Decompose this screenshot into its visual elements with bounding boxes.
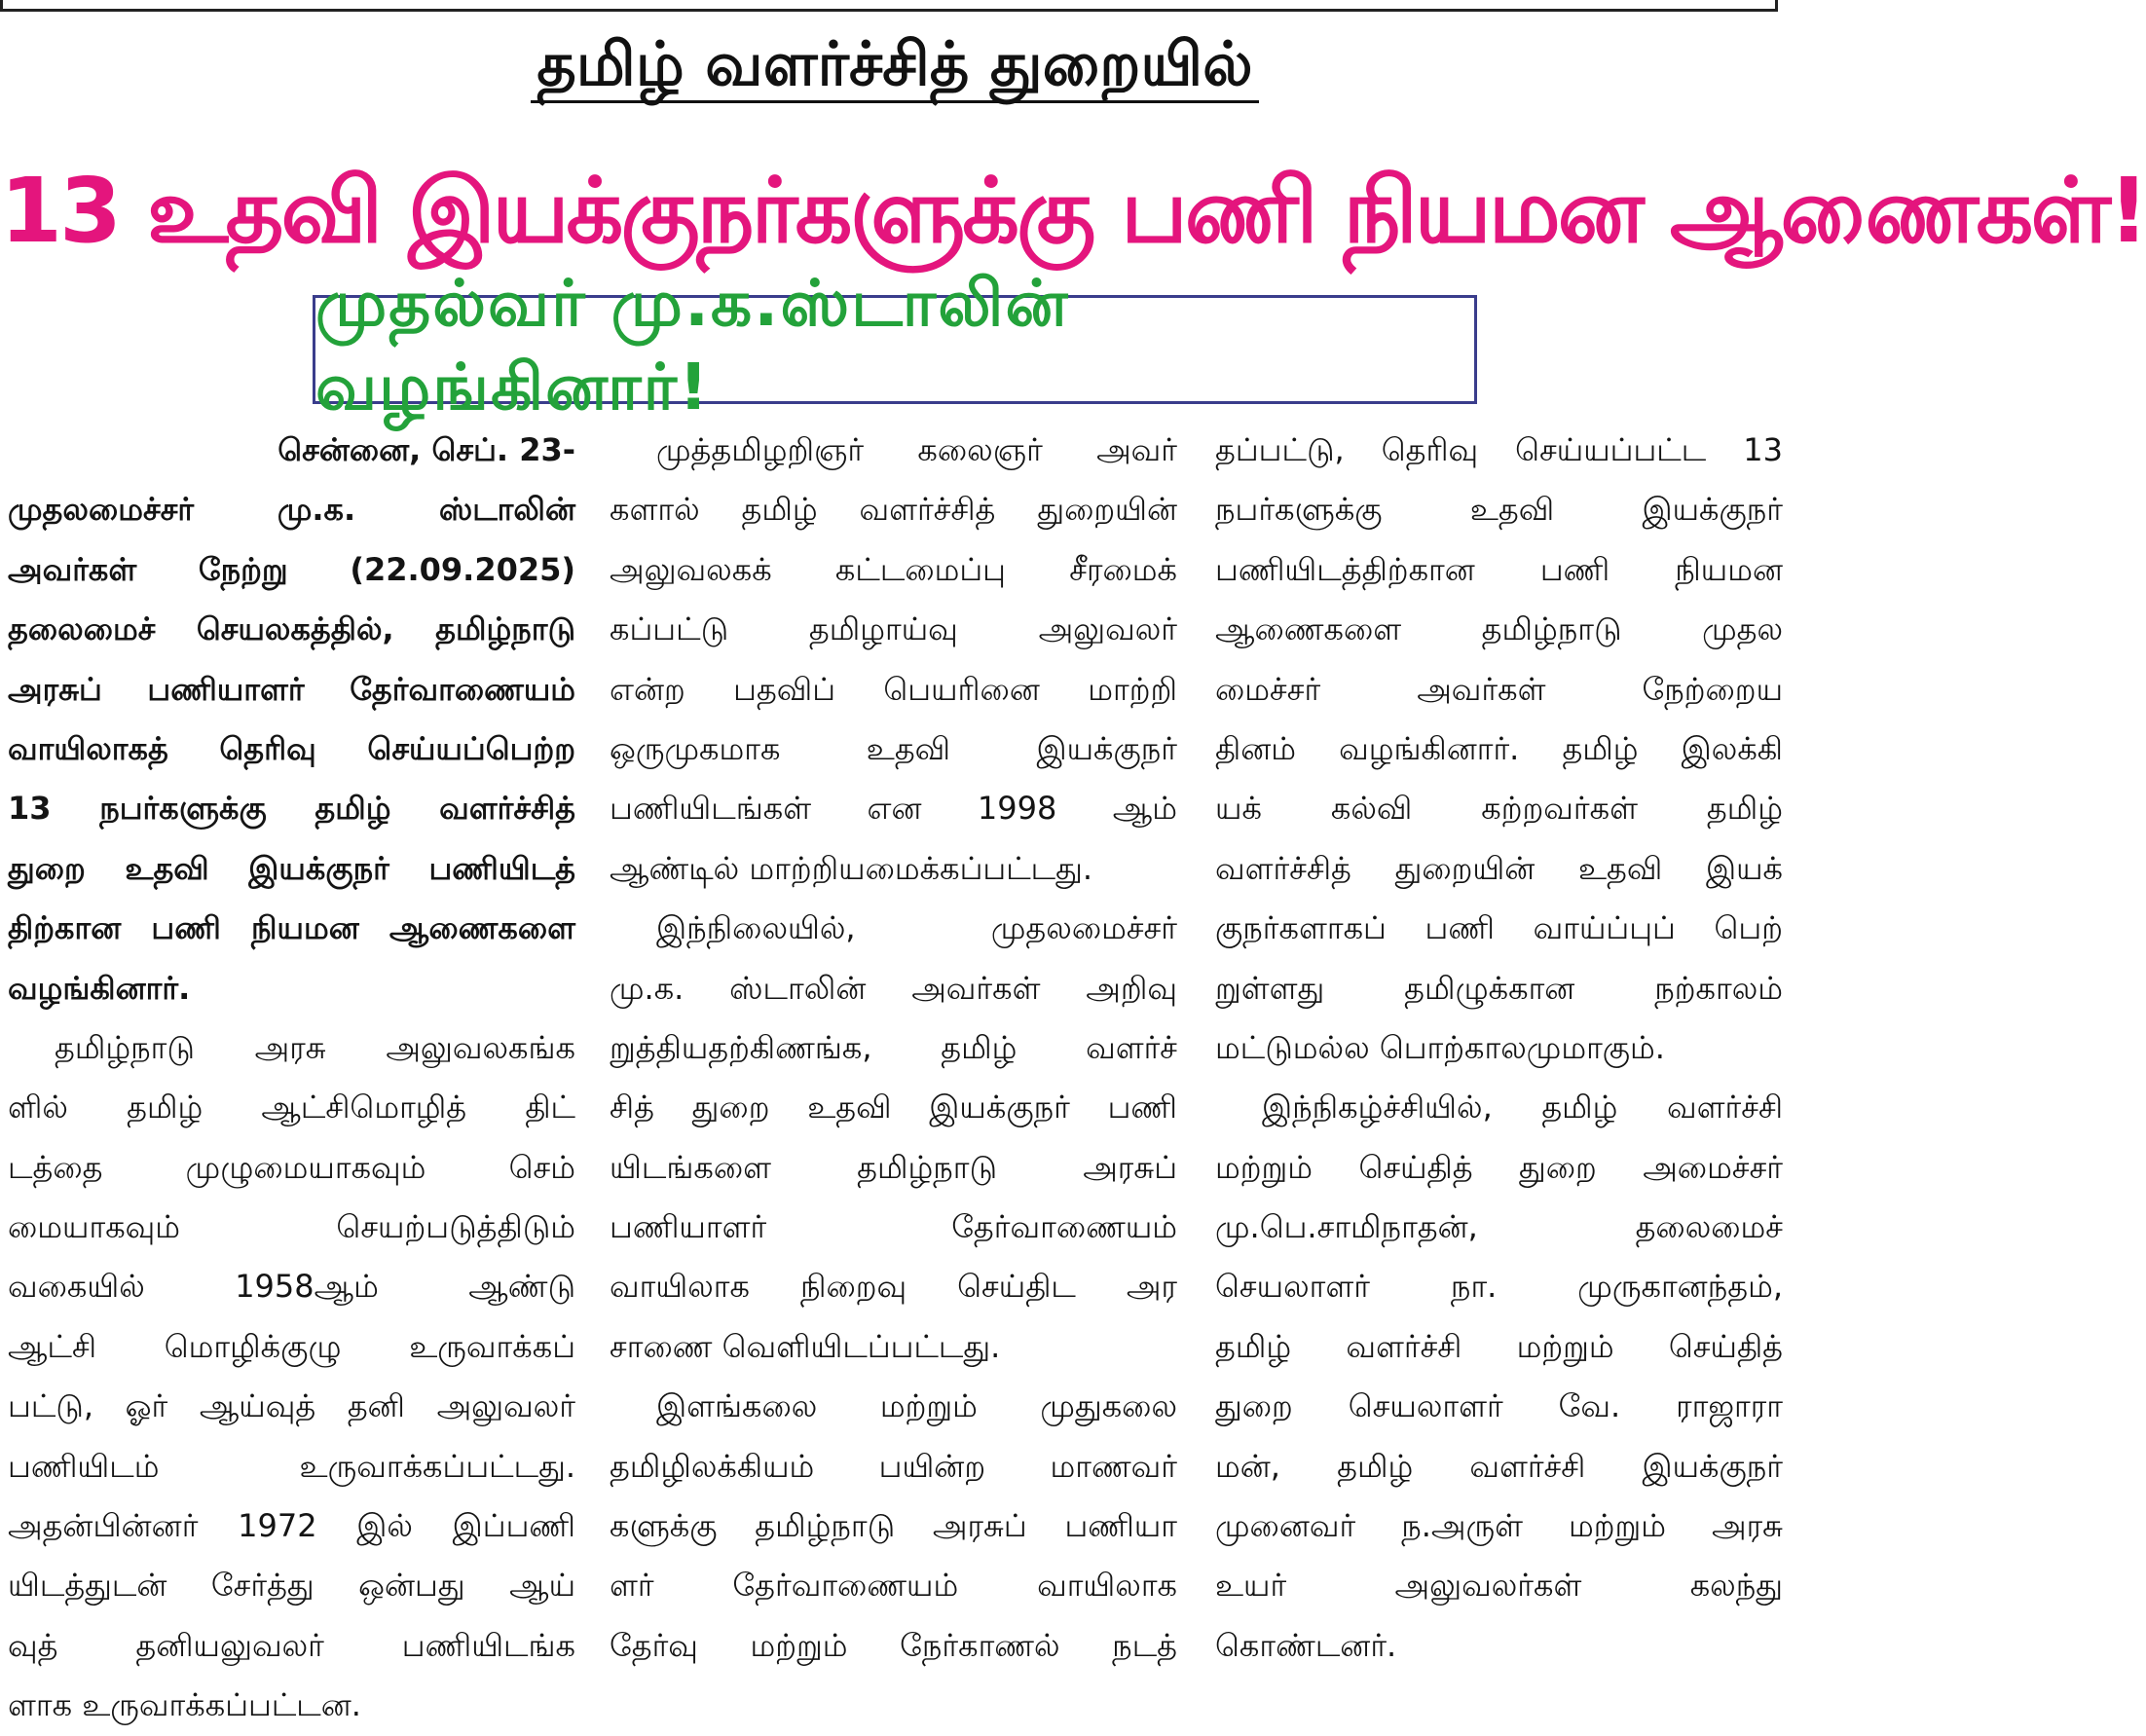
text-line: பட்டு, ஓர் ஆய்வுத் தனி அலுவலர்	[8, 1387, 575, 1425]
text-line: மட்டுமல்ல பொற்காலமுமாகும்.	[1215, 1028, 1665, 1066]
text-line: மற்றும் செய்தித் துறை அமைச்சர்	[1215, 1148, 1783, 1186]
text-line: வளர்ச்சித் துறையின் உதவி இயக்	[1215, 849, 1783, 887]
text-line: துறை செயலாளர் வே. ராஜாரா	[1215, 1387, 1783, 1425]
text-line: தமிழிலக்கியம் பயின்ற மாணவர்	[610, 1447, 1177, 1485]
text-line: கொண்டனர்.	[1215, 1626, 1397, 1664]
text-line: வழங்கினார்.	[8, 969, 191, 1007]
text-line: ளில் தமிழ் ஆட்சிமொழித் திட்	[8, 1089, 575, 1127]
kicker-title: தமிழ் வளர்ச்சித் துறையில்	[531, 29, 1258, 103]
text-line: செயலாளர் நா. முருகானந்தம்,	[1215, 1268, 1783, 1306]
dateline: சென்னை, செப். 23-	[278, 431, 575, 468]
text-line: மு.பெ.சாமிநாதன், தலைமைச்	[1215, 1208, 1783, 1246]
text-line: தமிழ் வளர்ச்சி மற்றும் செய்தித்	[1215, 1327, 1783, 1365]
text-line: பணியிடங்கள் என 1998 ஆம்	[610, 790, 1177, 828]
text-line: தினம் வழங்கினார். தமிழ் இலக்கி	[1215, 729, 1783, 767]
text-line: சாணை வெளியிடப்பட்டது.	[610, 1327, 1001, 1365]
kicker-section	[0, 29, 1790, 117]
text-line: யக் கல்வி கற்றவர்கள் தமிழ்	[1215, 790, 1783, 828]
text-line: தப்பட்டு, தெரிவு செய்யப்பட்ட 13	[1215, 431, 1783, 468]
text-line: அதன்பின்னர் 1972 இல் இப்பணி	[8, 1507, 575, 1545]
text-line: முனைவர் ந.அருள் மற்றும் அரசு	[1215, 1507, 1783, 1545]
text-line: நபர்களுக்கு உதவி இயக்குநர்	[1215, 491, 1783, 529]
text-line: றுத்தியதற்கிணங்க, தமிழ் வளர்ச்	[610, 1028, 1177, 1066]
text-line: மு.க. ஸ்டாலின் அவர்கள் அறிவு	[610, 969, 1177, 1007]
subheadline: முதல்வர் மு.க.ஸ்டாலின் வழங்கினார்!	[315, 266, 1070, 425]
text-line: ளர் தேர்வாணையம் வாயிலாக	[610, 1567, 1177, 1605]
text-line: 13 நபர்களுக்கு தமிழ் வளர்ச்சித்	[8, 790, 575, 828]
text-line: யிடத்துடன் சேர்த்து ஒன்பது ஆய்	[8, 1567, 575, 1605]
text-line: அவர்கள் நேற்று (22.09.2025)	[8, 550, 575, 588]
text-line: உயர் அலுவலர்கள் கலந்து	[1215, 1567, 1783, 1605]
text-line: பணியிடம் உருவாக்கப்பட்டது.	[8, 1447, 575, 1485]
headline: 13 உதவி இயக்குநர்களுக்கு பணி நியமன ஆணைகள்!	[0, 159, 2146, 263]
text-line: சித் துறை உதவி இயக்குநர் பணி	[610, 1089, 1177, 1127]
text-line: ஆண்டில் மாற்றியமைக்கப்பட்டது.	[610, 849, 1093, 887]
text-line: என்ற பதவிப் பெயரினை மாற்றி	[610, 670, 1177, 708]
text-line: தேர்வு மற்றும் நேர்காணல் நடத்	[610, 1626, 1177, 1664]
text-line: தமிழ்நாடு அரசு அலுவலகங்க	[55, 1028, 575, 1066]
text-line: யிடங்களை தமிழ்நாடு அரசுப்	[610, 1148, 1177, 1186]
text-line: ஆணைகளை தமிழ்நாடு முதல	[1215, 610, 1783, 648]
article-column-3	[1215, 421, 1783, 1681]
text-line: ளாக உருவாக்கப்பட்டன.	[8, 1686, 361, 1724]
text-line: மன், தமிழ் வளர்ச்சி இயக்குநர்	[1215, 1447, 1783, 1485]
text-line: முதலமைச்சர் மு.க. ஸ்டாலின்	[8, 491, 575, 529]
text-line: மைச்சர் அவர்கள் நேற்றைய	[1215, 670, 1783, 708]
text-line: பணியிடத்திற்கான பணி நியமன	[1215, 550, 1783, 588]
text-line: மையாகவும் செயற்படுத்திடும்	[8, 1208, 575, 1246]
text-line: களுக்கு தமிழ்நாடு அரசுப் பணியா	[610, 1507, 1177, 1545]
text-line: றுள்ளது தமிழுக்கான நற்காலம்	[1215, 969, 1783, 1007]
text-line: ஒருமுகமாக உதவி இயக்குநர்	[610, 729, 1177, 767]
text-line: பணியாளர் தேர்வாணையம்	[610, 1208, 1177, 1246]
subheadline-box	[313, 266, 1477, 425]
text-line: இளங்கலை மற்றும் முதுகலை	[656, 1387, 1177, 1425]
text-line: அலுவலகக் கட்டமைப்பு சீரமைக்	[610, 550, 1177, 588]
text-line: குநர்களாகப் பணி வாய்ப்புப் பெற்	[1215, 909, 1783, 947]
text-line: வகையில் 1958ஆம் ஆண்டு	[8, 1268, 575, 1306]
text-line: துறை உதவி இயக்குநர் பணியிடத்	[8, 849, 575, 887]
text-line: திற்கான பணி நியமன ஆணைகளை	[8, 909, 575, 947]
article-column-2	[610, 421, 1177, 1681]
text-line: இந்நிகழ்ச்சியில், தமிழ் வளர்ச்சி	[1262, 1089, 1783, 1127]
text-line: வாயிலாக நிறைவு செய்திட அர	[610, 1268, 1177, 1306]
text-line: ஆட்சி மொழிக்குழு உருவாக்கப்	[8, 1327, 575, 1365]
article-column-1	[8, 421, 575, 1724]
text-line: வாயிலாகத் தெரிவு செய்யப்பெற்ற	[8, 729, 575, 767]
text-line: கப்பட்டு தமிழாய்வு அலுவலர்	[610, 610, 1177, 648]
text-line: இந்நிலையில், முதலமைச்சர்	[656, 909, 1177, 947]
text-line: டத்தை முழுமையாகவும் செம்	[8, 1148, 575, 1186]
text-line: களால் தமிழ் வளர்ச்சித் துறையின்	[610, 491, 1177, 529]
text-line: முத்தமிழறிஞர் கலைஞர் அவர்	[656, 431, 1177, 468]
text-line: தலைமைச் செயலகத்தில், தமிழ்நாடு	[8, 610, 575, 648]
text-line: வுத் தனியலுவலர் பணியிடங்க	[8, 1626, 575, 1664]
top-border-rule	[0, 0, 1778, 12]
text-line: அரசுப் பணியாளர் தேர்வாணையம்	[8, 670, 575, 708]
